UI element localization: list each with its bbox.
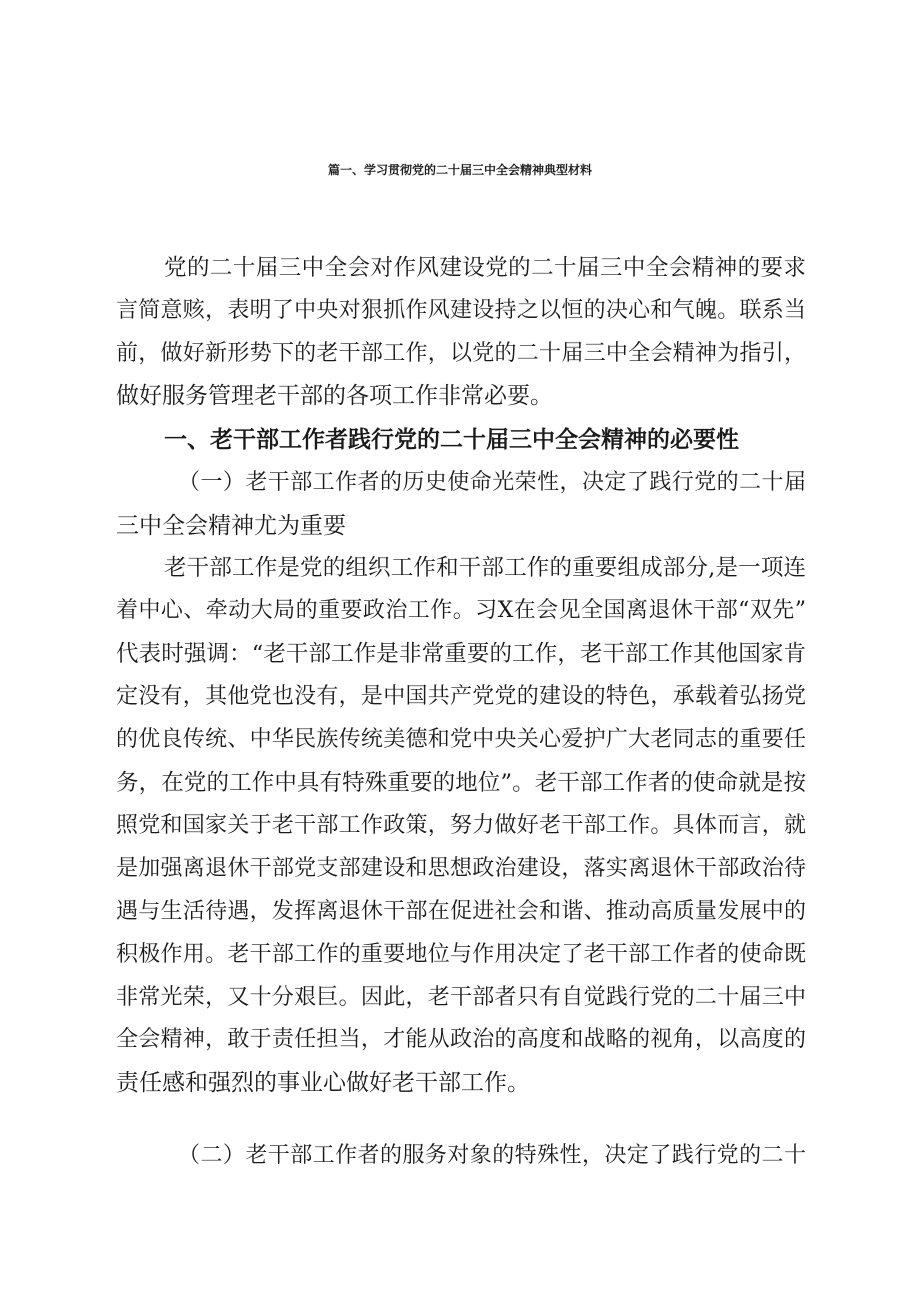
subheading-line: （二）老干部工作者的服务对象的特殊性，决定了践行党的二十 [178,1143,806,1168]
body-line: 定没有，其他党也没有，是中国共产党党的建设的特色，承载着弘扬党 [116,684,806,709]
intro-line: 言简意赅，表明了中央对狠抓作风建设持之以恒的决心和气魄。联系当 [116,298,806,323]
body-line: 是加强离退休干部党支部建设和思想政治建设，落实离退休干部政治待 [116,856,806,881]
body-line: 非常光荣，又十分艰巨。因此，老干部者只有自觉践行党的二十届三中 [116,985,806,1010]
intro-line: 前，做好新形势下的老干部工作，以党的二十届三中全会精神为指引， [116,341,806,366]
subheading-line: （一）老干部工作者的历史使命光荣性，决定了践行党的二十届 [178,470,806,495]
section-heading: 一、老干部工作者践行党的二十届三中全会精神的必要性 [164,427,739,453]
intro-line: 做好服务管理老干部的各项工作非常必要。 [116,383,553,409]
body-line: 遇与生活待遇，发挥离退休干部在促进社会和谐、推动高质量发展中的 [116,899,806,924]
body-line: 积极作用。老干部工作的重要地位与作用决定了老干部工作者的使命既 [116,942,806,967]
body-line: 的优良传统、中华民族传统美德和党中央关心爱护广大老同志的重要任 [116,727,806,752]
body-line: 全会精神，敢于责任担当，才能从政治的高度和战略的视角，以高度的 [116,1027,806,1052]
body-line: 责任感和强烈的事业心做好老干部工作。 [116,1070,530,1096]
body-line: 老干部工作是党的组织工作和干部工作的重要组成部分,是一项连 [164,555,806,581]
body-line: 着中心、牵动大局的重要政治工作。习X在会见全国离退休干部“双先” [116,598,806,623]
body-line: 照党和国家关于老干部工作政策，努力做好老干部工作。具体而言，就 [116,813,806,838]
document-title: 篇一、学习贯彻党的二十届三中全会精神典型材料 [327,163,592,177]
subheading-line: 三中全会精神尤为重要 [116,513,346,539]
intro-line: 党的二十届三中全会对作风建设党的二十届三中全会精神的要求 [164,255,806,281]
body-line: 代表时强调：“老干部工作是非常重要的工作，老干部工作其他国家肯 [116,641,806,667]
body-line: 务，在党的工作中具有特殊重要的地位”。老干部工作者的使命就是按 [116,770,806,796]
